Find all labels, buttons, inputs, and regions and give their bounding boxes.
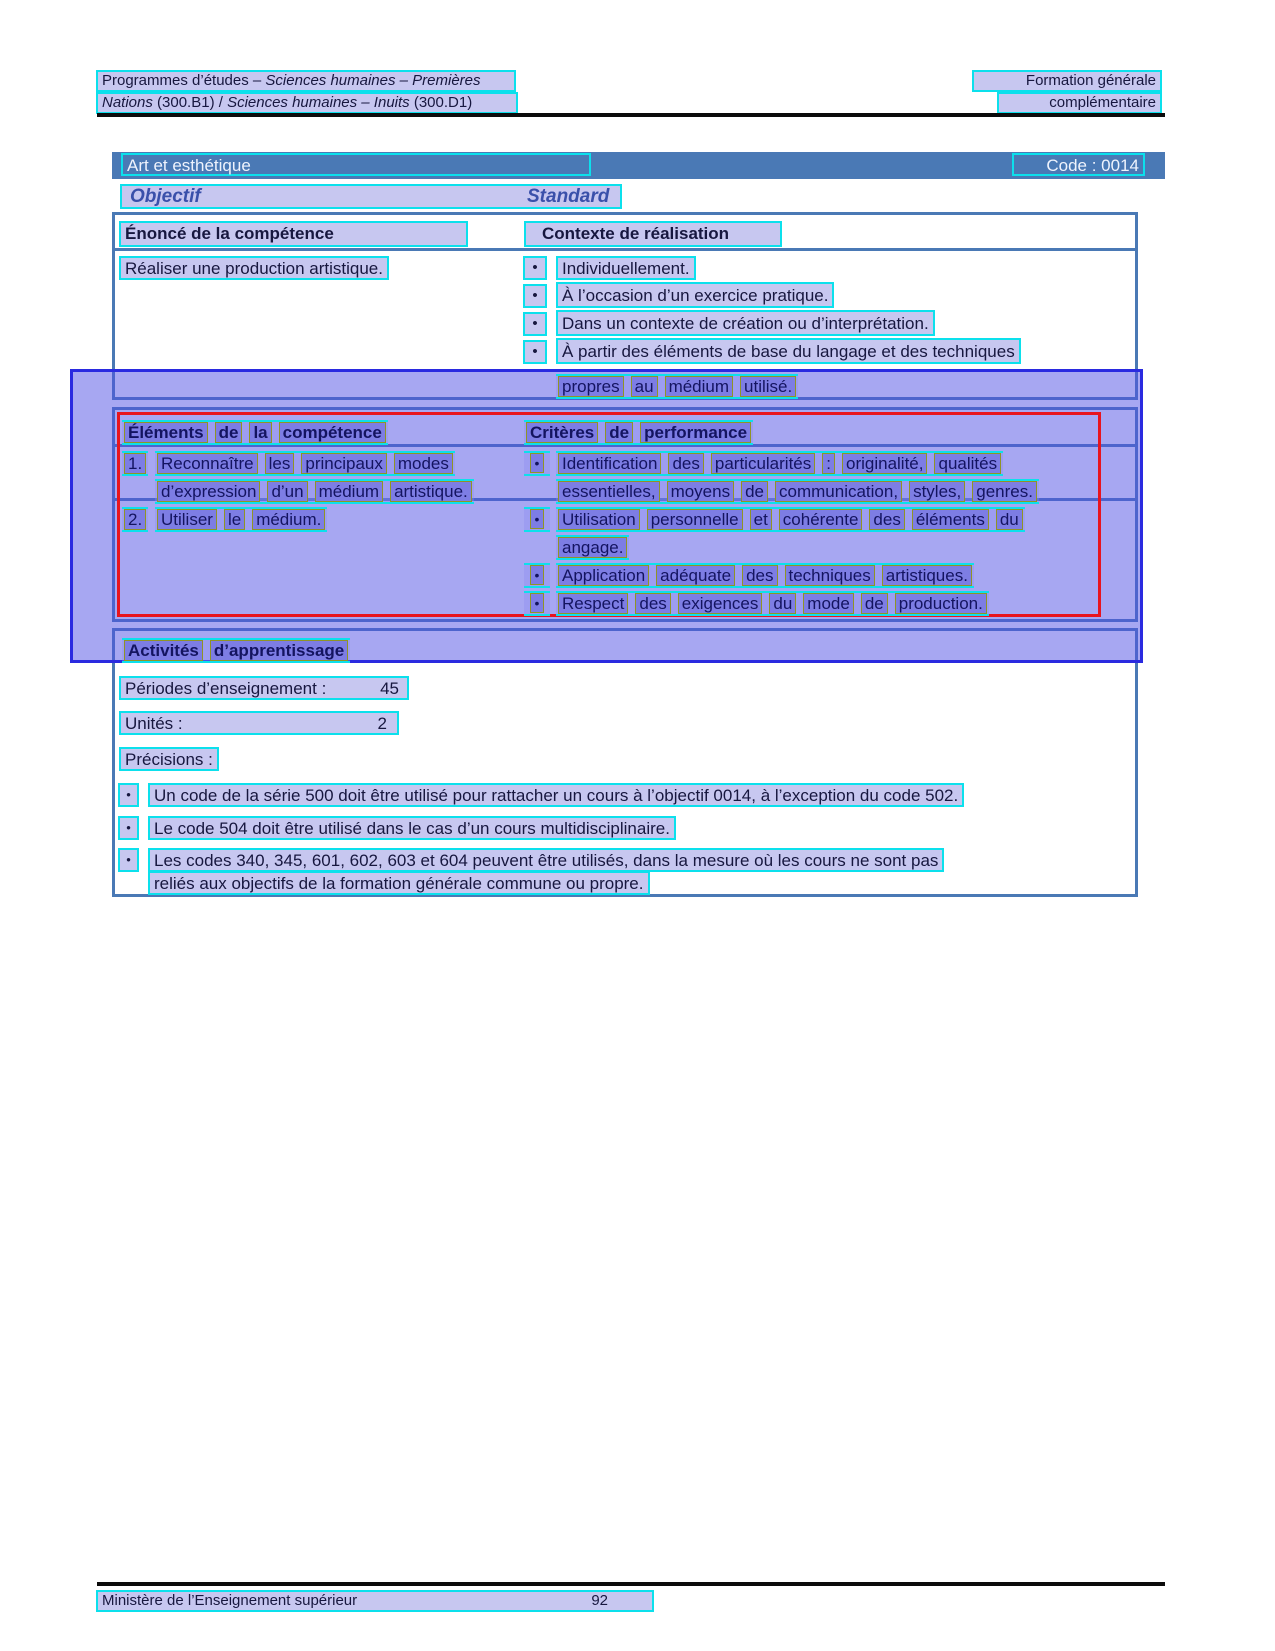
context-item-2 bbox=[556, 282, 834, 308]
doc-code-highlight bbox=[1012, 153, 1145, 176]
footer-ministry: Ministère de l’Enseignement supérieur bbox=[102, 1592, 358, 1609]
bullet-icon: • bbox=[532, 259, 538, 276]
criterion-3: Application adéquate des techniques artistiques. bbox=[556, 563, 974, 588]
criteria-bullet-4 bbox=[524, 591, 550, 616]
note-bullet-2 bbox=[118, 816, 139, 840]
context-item-4-continuation: propres au médium utilisé. bbox=[556, 374, 798, 399]
note-bullet-3 bbox=[118, 848, 139, 872]
competence-statement bbox=[119, 256, 389, 280]
footer-row bbox=[96, 1590, 654, 1612]
header-line1-left bbox=[96, 70, 516, 92]
bullet-icon: • bbox=[126, 852, 131, 867]
bullet-icon: • bbox=[126, 787, 131, 802]
note-1 bbox=[148, 783, 964, 807]
note-3-line1-text: Les codes 340, 345, 601, 602, 603 et 604 peuvent être utilisés, dans la mesure où les cours ne sont pas bbox=[154, 851, 939, 870]
header-text-italic: Sciences humaines – Premières bbox=[265, 72, 481, 89]
criterion-2-line2: angage. bbox=[556, 535, 629, 560]
bullet-icon: • bbox=[530, 565, 545, 585]
context-bullet-2 bbox=[523, 284, 547, 308]
periods-row bbox=[119, 676, 409, 700]
context-item-4-text: À partir des éléments de base du langage et des techniques bbox=[562, 342, 1015, 361]
header-right-text1: Formation générale bbox=[1025, 72, 1156, 89]
header-text-normal: Programmes d’études – bbox=[102, 72, 266, 89]
context-item-3 bbox=[556, 310, 935, 336]
units-value: 2 bbox=[377, 714, 387, 733]
doc-code: Code : 0014 bbox=[1046, 156, 1139, 175]
competence-header-right bbox=[524, 221, 782, 247]
criterion-1-line2: essentielles, moyens de communication, styles, genres. bbox=[556, 479, 1039, 504]
note-2-text: Le code 504 doit être utilisé dans le cas d’un cours multidisciplinaire. bbox=[154, 819, 670, 838]
doc-title-bar bbox=[112, 152, 1165, 179]
note-bullet-1 bbox=[118, 783, 139, 807]
context-bullet-1 bbox=[523, 256, 547, 280]
elements-header-left: Éléments de la compétence bbox=[122, 420, 388, 445]
units-row bbox=[119, 711, 399, 735]
note-3-line1 bbox=[148, 848, 944, 872]
units-label: Unités : bbox=[125, 714, 183, 733]
context-bullet-3 bbox=[523, 312, 547, 336]
header-text-normal2: (300.B1) / bbox=[152, 94, 228, 111]
periods-label: Périodes d’enseignement : bbox=[125, 679, 327, 698]
context-item-3-text: Dans un contexte de création ou d’interprétation. bbox=[562, 314, 929, 333]
criterion-4: Respect des exigences du mode de production. bbox=[556, 591, 989, 616]
precisions-row bbox=[119, 747, 219, 771]
element-1-line1: Reconnaître les principaux modes bbox=[155, 451, 455, 476]
competence-header-left-text: Énoncé de la compétence bbox=[125, 224, 334, 243]
header-text-italic2: Nations bbox=[102, 94, 153, 111]
note-2 bbox=[148, 816, 676, 840]
criteria-bullet-3 bbox=[524, 563, 550, 588]
element-2-number: 2. bbox=[122, 507, 148, 532]
note-3-line2 bbox=[148, 871, 650, 895]
element-2-text: Utiliser le médium. bbox=[155, 507, 327, 532]
header-text-normal3: (300.D1) bbox=[409, 94, 473, 111]
bullet-icon: • bbox=[530, 509, 545, 529]
note-1-text: Un code de la série 500 doit être utilisé pour rattacher un cours à l’objectif 0014, à l’exception du code 502. bbox=[154, 786, 959, 805]
context-item-4 bbox=[556, 338, 1021, 364]
bullet-icon: • bbox=[532, 343, 538, 360]
footer-rule bbox=[97, 1582, 1165, 1586]
criteria-bullet-2 bbox=[524, 507, 550, 532]
elements-header-right: Critères de performance bbox=[524, 420, 753, 445]
section-heading-row bbox=[120, 184, 622, 209]
header-line1-right bbox=[972, 70, 1162, 92]
top-rule bbox=[97, 113, 1165, 117]
header-line2-left bbox=[96, 92, 518, 114]
competence-table-header-divider bbox=[115, 248, 1135, 251]
note-3-line2-text: reliés aux objectifs de la formation générale commune ou propre. bbox=[154, 874, 644, 893]
standard-heading: Standard bbox=[527, 186, 610, 207]
doc-title-highlight bbox=[121, 153, 591, 176]
bullet-icon: • bbox=[530, 593, 545, 613]
context-item-1-text: Individuellement. bbox=[562, 259, 690, 278]
criterion-1-line1: Identification des particularités : originalité, qualités bbox=[556, 451, 1003, 476]
bullet-icon: • bbox=[126, 820, 131, 835]
objectif-heading: Objectif bbox=[130, 186, 201, 207]
context-item-2-text: À l’occasion d’un exercice pratique. bbox=[562, 286, 829, 305]
footer-page-number: 92 bbox=[591, 1592, 608, 1609]
header-text-italic3: Sciences humaines – Inuits bbox=[227, 94, 410, 111]
activities-title: Activités d’apprentissage bbox=[122, 638, 350, 663]
doc-title: Art et esthétique bbox=[127, 156, 251, 175]
criteria-bullet-1 bbox=[524, 451, 550, 476]
context-item-1 bbox=[556, 256, 696, 280]
competence-statement-text: Réaliser une production artistique. bbox=[125, 259, 383, 278]
competence-header-right-text: Contexte de réalisation bbox=[542, 224, 730, 243]
header-line2-right bbox=[997, 92, 1162, 114]
context-bullet-4 bbox=[523, 340, 547, 364]
element-1-line2: d’expression d’un médium artistique. bbox=[155, 479, 474, 504]
periods-value: 45 bbox=[380, 679, 399, 698]
criterion-2-line1: Utilisation personnelle et cohérente des éléments du bbox=[556, 507, 1025, 532]
element-1-number: 1. bbox=[122, 451, 148, 476]
header-right-text2: complémentaire bbox=[1049, 94, 1156, 111]
bullet-icon: • bbox=[532, 315, 538, 332]
bullet-icon: • bbox=[532, 287, 538, 304]
competence-header-left bbox=[119, 221, 468, 247]
bullet-icon: • bbox=[530, 453, 545, 473]
precisions-label: Précisions : bbox=[125, 750, 213, 769]
